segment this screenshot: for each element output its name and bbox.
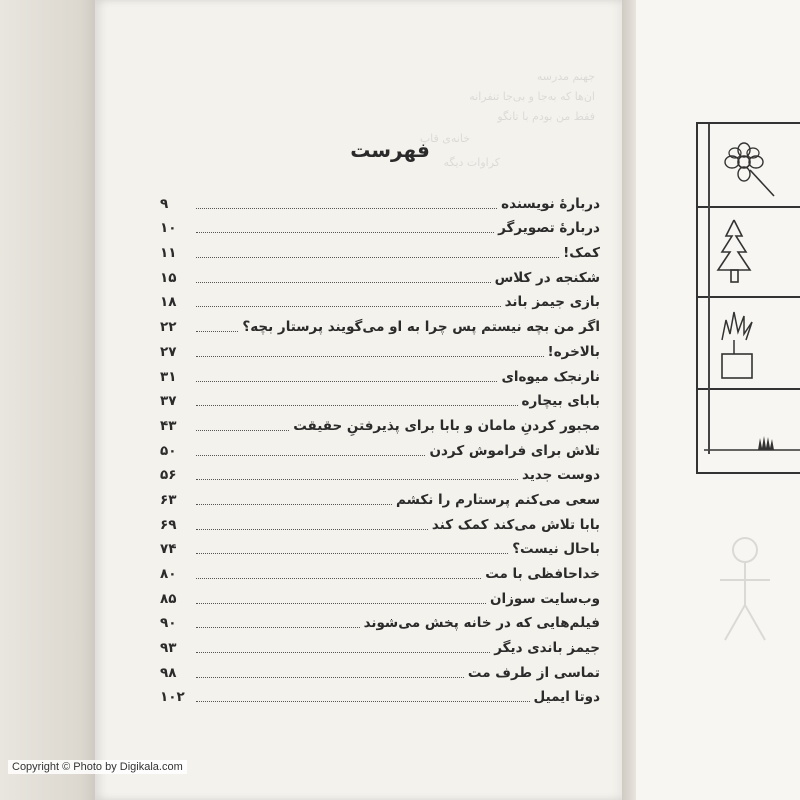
toc-entry — [160, 386, 600, 411]
toc-page-number: ۵۶ — [160, 467, 177, 484]
toc-entry-title: تماسی از طرف مت — [467, 664, 600, 681]
dot-leader — [196, 627, 360, 628]
dot-leader — [196, 306, 501, 307]
dot-leader — [196, 578, 481, 579]
toc-entry-title: باحال نیست؟ — [512, 541, 600, 558]
toc-page-number: ۶۳ — [160, 491, 177, 508]
toc-page-number: ۲۷ — [160, 343, 177, 360]
toc-entry-title: دوتا ایمیل — [533, 689, 600, 706]
toc-entry-title: بازی جیمز باند — [504, 294, 600, 311]
dot-leader — [196, 356, 544, 357]
dot-leader — [196, 479, 518, 480]
bleed-through-text: ان‌ها که به‌جا و بی‌جا تنفرانه — [469, 90, 595, 103]
bleed-through-text: فقط من بودم با تانگو — [497, 110, 595, 123]
potted-plant-icon — [698, 298, 800, 390]
grass-drawing-cell — [698, 390, 800, 472]
flower-icon — [698, 124, 800, 208]
toc-page-number: ۳۷ — [160, 393, 177, 410]
toc-entry — [160, 311, 600, 336]
toc-page-number: ۳۱ — [160, 368, 177, 385]
toc-entry — [160, 608, 600, 633]
toc-entry — [160, 682, 600, 707]
copyright-notice: Copyright © Photo by Digikala.com — [8, 760, 187, 774]
faint-figure-drawing — [700, 530, 790, 650]
toc-page-number: ۹۸ — [160, 664, 177, 681]
plant-drawing-cell — [698, 298, 800, 390]
flower-drawing-cell — [698, 124, 800, 208]
dot-leader — [196, 677, 464, 678]
toc-entry-title: شکنجه در کلاس — [494, 269, 600, 286]
toc-entry-title: فیلم‌هایی که در خانه پخش می‌شوند — [363, 615, 600, 632]
table-of-contents — [160, 188, 600, 706]
toc-page-number: ۷۴ — [160, 541, 177, 558]
toc-entry — [160, 262, 600, 287]
toc-entry — [160, 435, 600, 460]
dot-leader — [196, 701, 530, 702]
toc-entry — [160, 287, 600, 312]
toc-page-number: ۱۵ — [160, 269, 177, 286]
toc-entry — [160, 583, 600, 608]
toc-page-number: ۱۰ — [160, 220, 177, 237]
tree-drawing-cell — [698, 208, 800, 298]
toc-page-number: ۸۵ — [160, 590, 177, 607]
toc-page-number: ۲۲ — [160, 319, 177, 336]
toc-entry-title: اگر من بچه نیستم پس چرا به او می‌گویند پرستار بچه؟ — [242, 319, 600, 336]
toc-page-number: ۵۰ — [160, 442, 177, 459]
toc-entry-title: تلاش برای فراموش کردن — [429, 442, 600, 459]
toc-page-number: ۱۱ — [160, 245, 177, 262]
dot-leader — [196, 529, 428, 530]
toc-entry-title: دربارهٔ تصویرگر — [498, 220, 600, 237]
toc-entry — [160, 632, 600, 657]
dot-leader — [196, 331, 238, 332]
pine-tree-icon — [698, 208, 800, 298]
toc-entry — [160, 460, 600, 485]
toc-entry-title: خداحافظی با مت — [485, 566, 600, 582]
dot-leader — [196, 208, 497, 209]
toc-page-number: ۱۸ — [160, 294, 177, 311]
bleed-through-text: جهنم مدرسه — [536, 70, 595, 83]
dot-leader — [196, 455, 425, 456]
toc-entry — [160, 361, 600, 386]
toc-page-number: ۸۰ — [160, 566, 177, 582]
toc-entry-title: سعی می‌کنم پرستارم را نکشم — [396, 491, 600, 508]
toc-entry-title: دربارهٔ نویسنده — [501, 195, 600, 212]
toc-page-number: ۶۹ — [160, 516, 177, 533]
toc-title: فهرست — [350, 138, 430, 162]
toc-entry — [160, 484, 600, 509]
toc-entry — [160, 657, 600, 682]
toc-entry — [160, 213, 600, 238]
toc-entry-title: مجبور کردنِ مامان و بابا برای پذیرفتنِ حقیقت — [293, 417, 600, 434]
panel-divider — [708, 124, 710, 454]
toc-entry — [160, 534, 600, 559]
illustration-panel — [696, 122, 800, 474]
bleed-through-text: خانه‌ی قاپ — [419, 132, 470, 145]
toc-page-number: ۹۰ — [160, 615, 177, 632]
dot-leader — [196, 282, 491, 283]
toc-entry-title: کمک! — [563, 245, 600, 262]
dot-leader — [196, 381, 497, 382]
toc-entry — [160, 237, 600, 262]
toc-entry-title: بابا تلاش می‌کند کمک کند — [431, 516, 600, 533]
toc-page-number: ۱۰۲ — [160, 689, 185, 706]
toc-entry-title: بابای بیچاره — [521, 393, 600, 410]
dot-leader — [196, 405, 518, 406]
dot-leader — [196, 430, 289, 431]
toc-page-number: ۴۳ — [160, 417, 177, 434]
toc-entry — [160, 558, 600, 583]
dot-leader — [196, 603, 486, 604]
dot-leader — [196, 232, 494, 233]
grass-icon — [698, 390, 800, 472]
toc-entry-title: وب‌سایت سوزان — [489, 590, 600, 607]
dot-leader — [196, 504, 392, 505]
dot-leader — [196, 257, 559, 258]
toc-page-number: ۹۳ — [160, 640, 177, 657]
toc-entry-title: نارنجک میوه‌ای — [501, 368, 600, 385]
bleed-through-text: کراوات دیگه — [443, 156, 500, 169]
book-gutter — [622, 0, 636, 800]
toc-entry-title: جیمز باندی دیگر — [494, 640, 600, 657]
toc-entry-title: بالاخره! — [547, 343, 600, 360]
toc-entry — [160, 410, 600, 435]
toc-entry — [160, 188, 600, 213]
toc-entry — [160, 336, 600, 361]
dot-leader — [196, 553, 508, 554]
toc-page-number: ۹ — [160, 195, 169, 212]
toc-entry — [160, 509, 600, 534]
toc-entry-title: دوست جدید — [522, 467, 600, 484]
dot-leader — [196, 652, 490, 653]
left-page-edge — [0, 0, 95, 800]
